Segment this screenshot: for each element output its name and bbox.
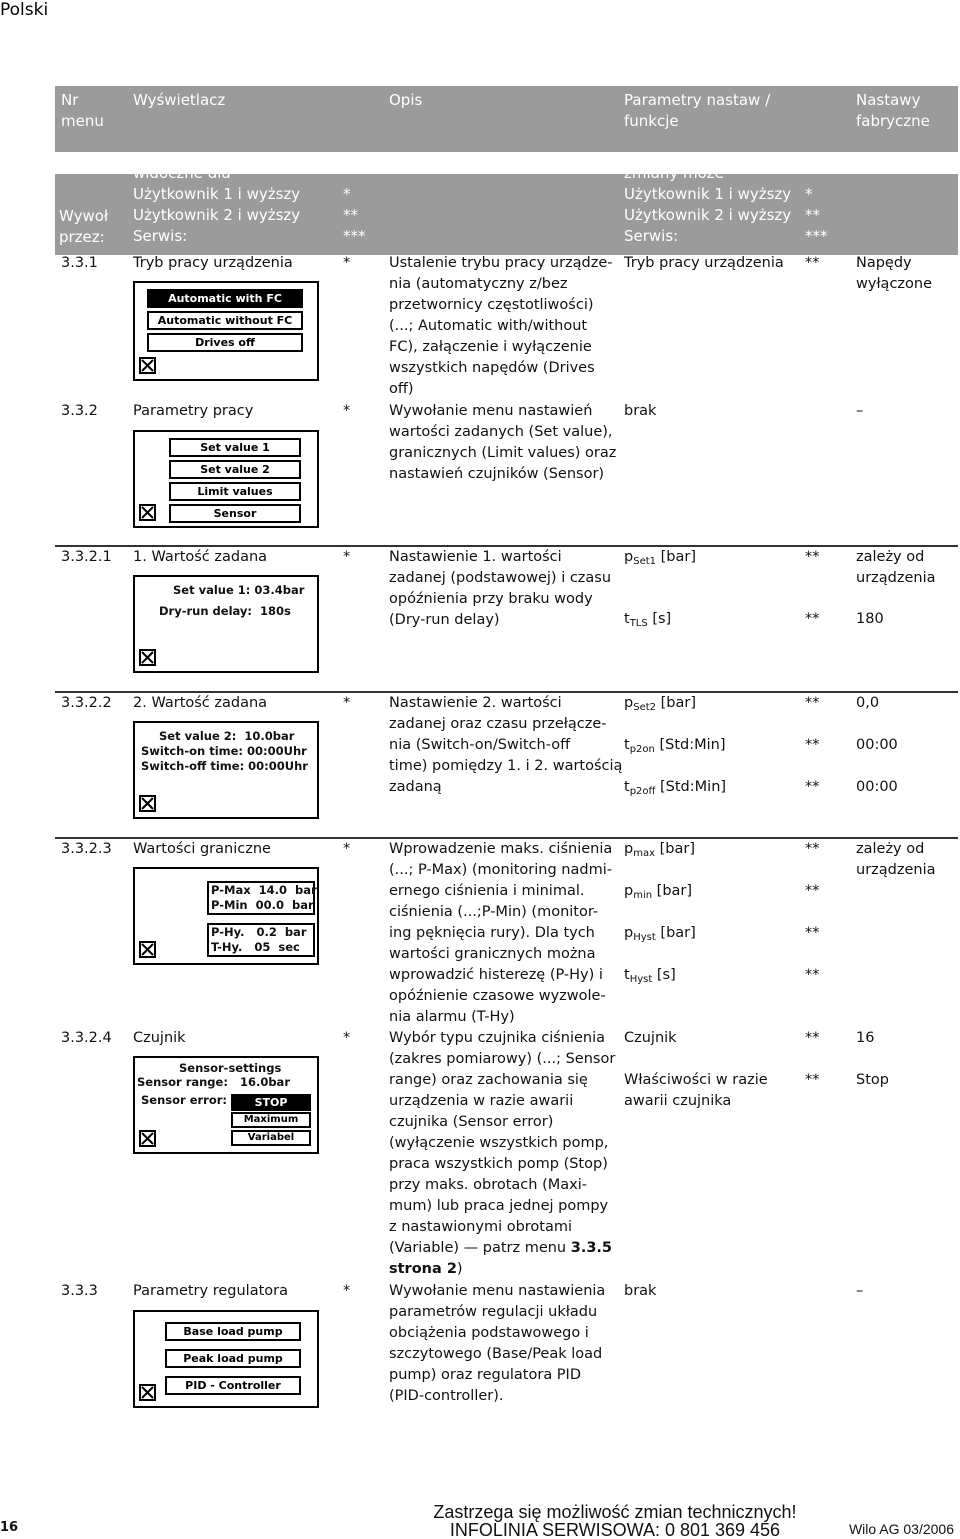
visible-for-label: widoczne dla Użytkownik 1 i wyższy Użytkownik 2 i wyższy Serwis: xyxy=(133,164,301,245)
language-label: Polski xyxy=(0,0,49,20)
call-label: Wywoł przez: xyxy=(59,207,109,246)
access-level: * xyxy=(343,549,351,565)
parameter-level: ** xyxy=(805,549,820,565)
menu-name: Czujnik xyxy=(133,1030,186,1046)
factory-setting: Napędy wyłączone xyxy=(856,255,933,292)
display-screen xyxy=(133,575,319,673)
switch-off-readout: Switch-off time: 00:00Uhr xyxy=(141,759,308,773)
menu-option[interactable]: Set value 1 xyxy=(169,438,301,457)
menu-option[interactable]: Peak load pump xyxy=(165,1349,301,1368)
parameter-name: $t_{p2on}$ [Std:Min] xyxy=(624,737,726,755)
maximum-option[interactable]: Maximum xyxy=(231,1112,311,1128)
display-screen xyxy=(133,281,319,381)
menu-option[interactable]: PID - Controller xyxy=(165,1376,301,1395)
description: Wprowadzenie maks. ciśnienia (...; P-Max) (monitoring nadmi- ernego ciśnienia i minimal. ciśnienia (...;P-Min) (monitor- ing pęknięcia rury). Dla tych wartości granicznych można wprowadzić histerezę (P-Hy) i opóźnienie czasowe wyzwole- nia alarmu (T-Hy) xyxy=(389,841,613,1025)
parameter-name: brak xyxy=(624,403,657,419)
parameter-level: ** xyxy=(805,1072,820,1088)
sensor-error-label: Sensor error: xyxy=(141,1093,228,1107)
close-x-icon[interactable] xyxy=(139,795,156,812)
col-header-display: Wyświetlacz xyxy=(133,91,226,109)
factory-setting: 0,0 xyxy=(856,695,880,711)
parameter-level: ** xyxy=(805,779,820,795)
factory-setting: 00:00 xyxy=(856,779,898,795)
description: Nastawienie 2. wartości zadanej oraz czasu przełącze- nia (Switch-on/Switch-off time) pomiędzy 1. i 2. wartością zadaną xyxy=(389,695,623,795)
footer-brand: Wilo AG 03/2006 xyxy=(848,1521,954,1537)
display-screen xyxy=(133,1056,319,1154)
factory-setting: – xyxy=(856,1283,864,1299)
access-level: * xyxy=(343,1283,351,1299)
footer-notice: Zastrzega się możliwość zmian technicznych! xyxy=(433,1502,797,1522)
display-screen xyxy=(133,430,319,528)
menu-option[interactable]: Automatic with FC xyxy=(147,289,303,308)
switch-on-readout: Switch-on time: 00:00Uhr xyxy=(141,744,307,758)
parameter-level: ** xyxy=(805,841,820,857)
description: Nastawienie 1. wartości zadanej (podstawowej) i czasu opóźnienia przy braku wody (Dry-run delay) xyxy=(389,549,612,628)
factory-setting: zależy od urządzenia xyxy=(856,549,936,586)
change-by-label: zmiany może Użytkownik 1 i wyższy Użytkownik 2 i wyższy Serwis: xyxy=(624,164,792,245)
menu-option[interactable]: Base load pump xyxy=(165,1322,301,1341)
menu-name: 2. Wartość zadana xyxy=(133,695,268,711)
menu-number: 3.3.2 xyxy=(61,403,98,419)
parameter-name: $p_{Set2}$ [bar] xyxy=(624,695,696,713)
table-header xyxy=(55,86,958,255)
parameter-name: Tryb pracy urządzenia xyxy=(624,255,784,271)
access-level: * xyxy=(343,1030,351,1046)
parameter-name: $p_{max}$ [bar] xyxy=(624,841,695,859)
access-level: * xyxy=(343,403,351,419)
menu-option[interactable]: Sensor xyxy=(169,504,301,523)
parameter-level: ** xyxy=(805,611,820,627)
hysteresis-readout: P-Hy. 0.2 bar T-Hy. 05 sec xyxy=(211,925,307,954)
menu-name: Tryb pracy urządzenia xyxy=(133,255,293,271)
menu-name: Parametry pracy xyxy=(133,403,254,419)
display-screen xyxy=(133,721,319,819)
hysteresis-box[interactable] xyxy=(207,923,315,957)
sensor-settings-title: Sensor-settings xyxy=(179,1061,282,1075)
set-value-readout: Set value 1: 03.4bar xyxy=(173,583,305,597)
variable-option[interactable]: Variabel xyxy=(231,1130,311,1146)
parameter-name: $p_{min}$ [bar] xyxy=(624,883,693,901)
menu-option[interactable]: Set value 2 xyxy=(169,460,301,479)
access-level: * xyxy=(343,841,351,857)
sensor-range-readout: Sensor range: 16.0bar xyxy=(137,1075,290,1089)
parameter-name: brak xyxy=(624,1283,657,1299)
change-by-stars: * ** *** xyxy=(805,185,828,245)
col-header-params: Parametry nastaw / funkcje xyxy=(624,91,771,130)
parameter-name: Właściwości w razie awarii czujnika xyxy=(624,1072,768,1109)
parameter-level: ** xyxy=(805,1030,820,1046)
page-reference: strona 2 xyxy=(389,1261,457,1277)
pressure-limits-readout: P-Max 14.0 bar P-Min 00.0 bar xyxy=(211,883,317,912)
pressure-limits-box[interactable] xyxy=(207,881,315,915)
stop-option[interactable]: STOP xyxy=(231,1094,311,1111)
access-level: * xyxy=(343,255,351,271)
close-x-icon[interactable] xyxy=(139,504,156,521)
parameter-name: $p_{Hyst}$ [bar] xyxy=(624,925,696,943)
description: Wybór typu czujnika ciśnienia (zakres pomiarowy) (...; Sensor range) oraz zachowania się urządzenia w razie awarii czujnika (Sensor error) (wyłączenie wszystkich pomp, praca wszystkich pomp (Stop) przy maks. obrotach (Maxi- mum) lub praca jednej pompy z nastawionymi obrotami (Variable) — patrz menu 3.3.5 strona 2) xyxy=(389,1030,616,1277)
menu-number: 3.3.1 xyxy=(61,255,98,271)
parameter-name: $p_{Set1}$ [bar] xyxy=(624,549,696,567)
parameter-level: ** xyxy=(805,883,820,899)
close-x-icon[interactable] xyxy=(139,1130,156,1147)
parameter-name: $t_{TLS}$ [s] xyxy=(624,611,672,629)
factory-setting: 00:00 xyxy=(856,737,898,753)
menu-name: Parametry regulatora xyxy=(133,1283,288,1299)
visible-for-stars: * ** *** xyxy=(343,185,366,245)
page-number: 16 xyxy=(0,1520,19,1535)
parameter-name: Czujnik xyxy=(624,1030,677,1046)
close-x-icon[interactable] xyxy=(139,649,156,666)
set-value-readout: Set value 2: 10.0bar xyxy=(159,729,295,743)
menu-reference: 3.3.5 xyxy=(570,1240,613,1256)
factory-setting: – xyxy=(856,403,864,419)
col-header-nr: Nr menu xyxy=(61,91,104,130)
dry-run-readout: Dry-run delay: 180s xyxy=(159,604,291,618)
access-level: * xyxy=(343,695,351,711)
close-x-icon[interactable] xyxy=(139,941,156,958)
menu-number: 3.3.2.2 xyxy=(61,695,112,711)
menu-option[interactable]: Automatic without FC xyxy=(147,311,303,330)
parameter-level: ** xyxy=(805,255,820,271)
menu-number: 3.3.2.3 xyxy=(61,841,112,857)
menu-option[interactable]: Limit values xyxy=(169,482,301,501)
parameter-name: $t_{p2off}$ [Std:Min] xyxy=(624,779,727,797)
menu-number: 3.3.3 xyxy=(61,1283,98,1299)
parameter-level: ** xyxy=(805,695,820,711)
menu-option[interactable]: Drives off xyxy=(147,333,303,352)
col-header-factory: Nastawy fabryczne xyxy=(856,91,930,130)
display-screen xyxy=(133,867,319,965)
factory-setting: Stop xyxy=(856,1072,889,1088)
display-screen xyxy=(133,1310,319,1408)
parameter-name: $t_{Hyst}$ [s] xyxy=(624,967,676,985)
footer-hotline: INFOLINIA SERWISOWA: 0 801 369 456 xyxy=(449,1520,781,1539)
menu-number: 3.3.2.4 xyxy=(61,1030,112,1046)
menu-name: 1. Wartość zadana xyxy=(133,549,268,565)
menu-number: 3.3.2.1 xyxy=(61,549,112,565)
description: Wywołanie menu nastawienia parametrów regulacji układu obciążenia podstawowego i szczytowego (Base/Peak load pump) oraz regulatora PID (PID-controller). xyxy=(389,1283,606,1404)
parameter-level: ** xyxy=(805,967,820,983)
parameter-level: ** xyxy=(805,925,820,941)
description: Ustalenie trybu pracy urządze- nia (automatyczny z/bez przetwornicy częstotliwości) (...; Automatic with/without FC), załączenie i wyłączenie wszystkich napędów (Drives off) xyxy=(389,255,613,397)
description: Wywołanie menu nastawień wartości zadanych (Set value), granicznych (Limit values) oraz nastawień czujników (Sensor) xyxy=(389,403,617,482)
factory-setting: 16 xyxy=(856,1030,875,1046)
close-x-icon[interactable] xyxy=(139,1384,156,1401)
parameter-level: ** xyxy=(805,737,820,753)
col-header-desc: Opis xyxy=(389,91,423,109)
menu-name: Wartości graniczne xyxy=(133,841,271,857)
factory-setting: zależy od urządzenia xyxy=(856,841,936,878)
factory-setting: 180 xyxy=(856,611,884,627)
close-x-icon[interactable] xyxy=(139,357,156,374)
